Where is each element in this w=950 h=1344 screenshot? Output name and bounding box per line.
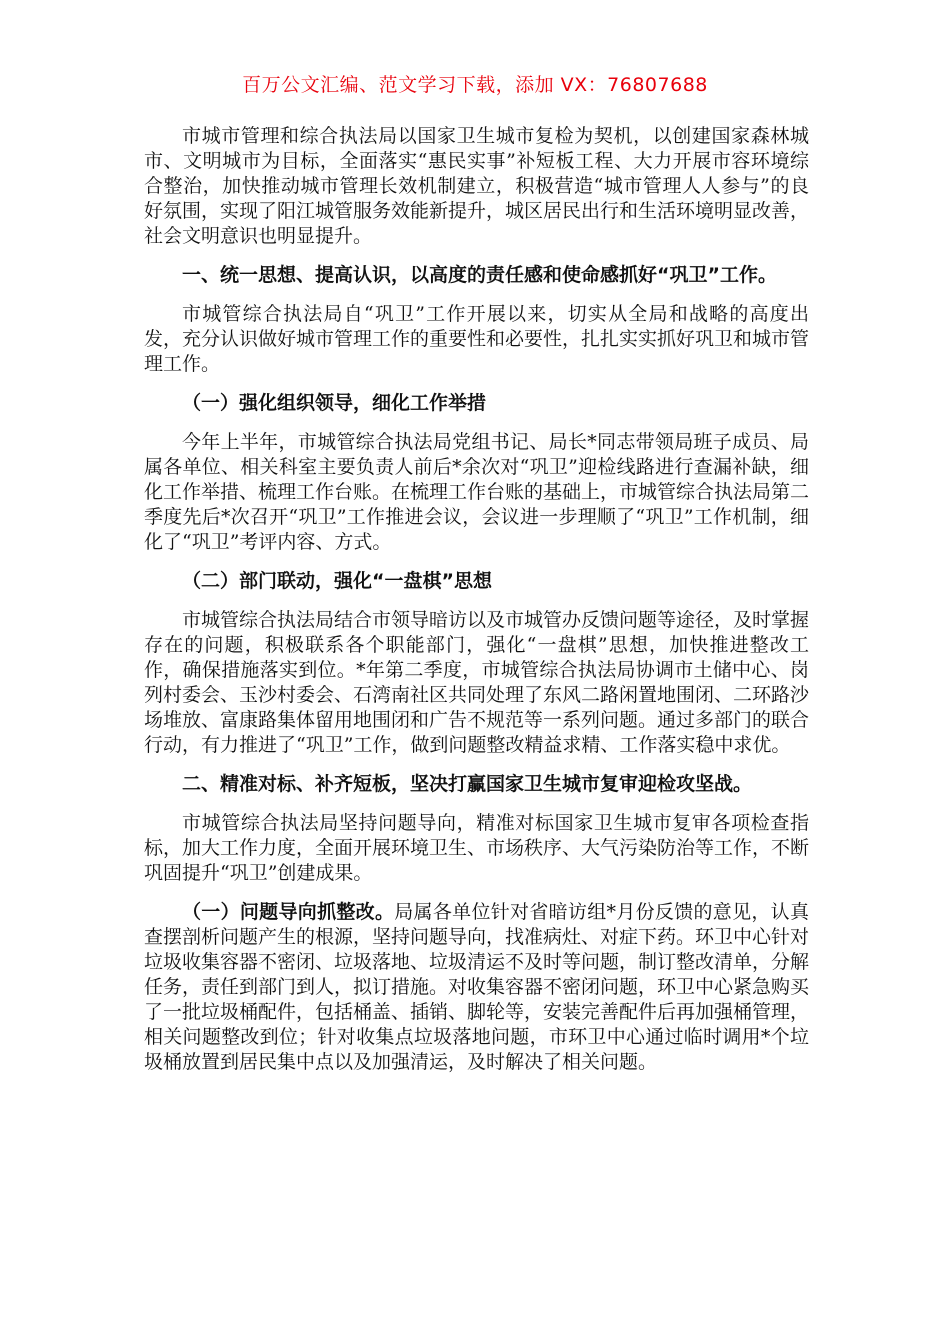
subsection-1-2-paragraph: 市城管综合执法局结合市领导暗访以及市城管办反馈问题等途径，及时掌握存在的问题，积极联系各个职能部门，强化“一盘棋”思想，加快推进整改工作，确保措施落实到位。*年第二季度，市城管综合执法局协调市土储中心、岗列村委会、玉沙村委会、石湾南社区共同处理了东风二路闲置地围闭、二环路沙场堆放、富康路集体留用地围闭和广告不规范等一系列问题。通过多部门的联合行动，有力推进了“巩卫”工作，做到问题整改精益求精、工作落实稳中求优。: [144, 609, 810, 756]
subsection-heading-1-2: （二）部门联动，强化“一盘棋”思想: [182, 570, 492, 592]
subsection-2-1-lead: （一）问题导向抓整改。: [182, 901, 395, 923]
section-2-paragraph: 市城管综合执法局坚持问题导向，精准对标国家卫生城市复审各项检查指标，加大工作力度，全面开展环境卫生、市场秩序、大气污染防治等工作，不断巩固提升“巩卫”创建成果。: [144, 812, 810, 884]
subsection-2-1-body: 局属各单位针对省暗访组*月份反馈的意见，认真查摆剖析问题产生的根源，坚持问题导向，找准病灶、对症下药。环卫中心针对垃圾收集容器不密闭、垃圾落地、垃圾清运不及时等问题，制订整改清单，分解任务，责任到部门到人，拟订措施。对收集容器不密闭问题，环卫中心紧急购买了一批垃圾桶配件，包括桶盖、插销、脚轮等，安装完善配件后再加强桶管理，相关问题整改到位；针对收集点垃圾落地问题，市环卫中心通过临时调用*个垃圾桶放置到居民集中点以及加强清运，及时解决了相关问题。: [144, 901, 810, 1073]
subsection-2-1-paragraph: [144, 900, 809, 1075]
section-heading-1: 一、统一思想、提高认识，以高度的责任感和使命感抓好“巩卫”工作。: [182, 264, 777, 286]
subsection-heading-1-1: （一）强化组织领导，细化工作举措: [182, 392, 487, 414]
watermark-banner: 百万公文汇编、范文学习下载，添加 VX：76807688: [242, 74, 708, 96]
section-1-paragraph: 市城管综合执法局自“巩卫”工作开展以来，切实从全局和战略的高度出发，充分认识做好城市管理工作的重要性和必要性，扎扎实实抓好巩卫和城市管理工作。: [144, 303, 810, 375]
subsection-1-1-paragraph: 今年上半年，市城管综合执法局党组书记、局长*同志带领局班子成员、局属各单位、相关科室主要负责人前后*余次对“巩卫”迎检线路进行查漏补缺，细化工作举措、梳理工作台账。在梳理工作台账的基础上，市城管综合执法局第二季度先后*次召开“巩卫”工作推进会议，会议进一步理顺了“巩卫”工作机制，细化了“巩卫”考评内容、方式。: [144, 431, 810, 553]
section-heading-2: 二、精准对标、补齐短板，坚决打赢国家卫生城市复审迎检攻坚战。: [182, 773, 753, 795]
intro-paragraph: 市城市管理和综合执法局以国家卫生城市复检为契机，以创建国家森林城市、文明城市为目标，全面落实“惠民实事”补短板工程、大力开展市容环境综合整治，加快推动城市管理长效机制建立，积极营造“城市管理人人参与”的良好氛围，实现了阳江城管服务效能新提升，城区居民出行和生活环境明显改善，社会文明意识也明显提升。: [144, 125, 810, 247]
document-body: [144, 124, 809, 1089]
